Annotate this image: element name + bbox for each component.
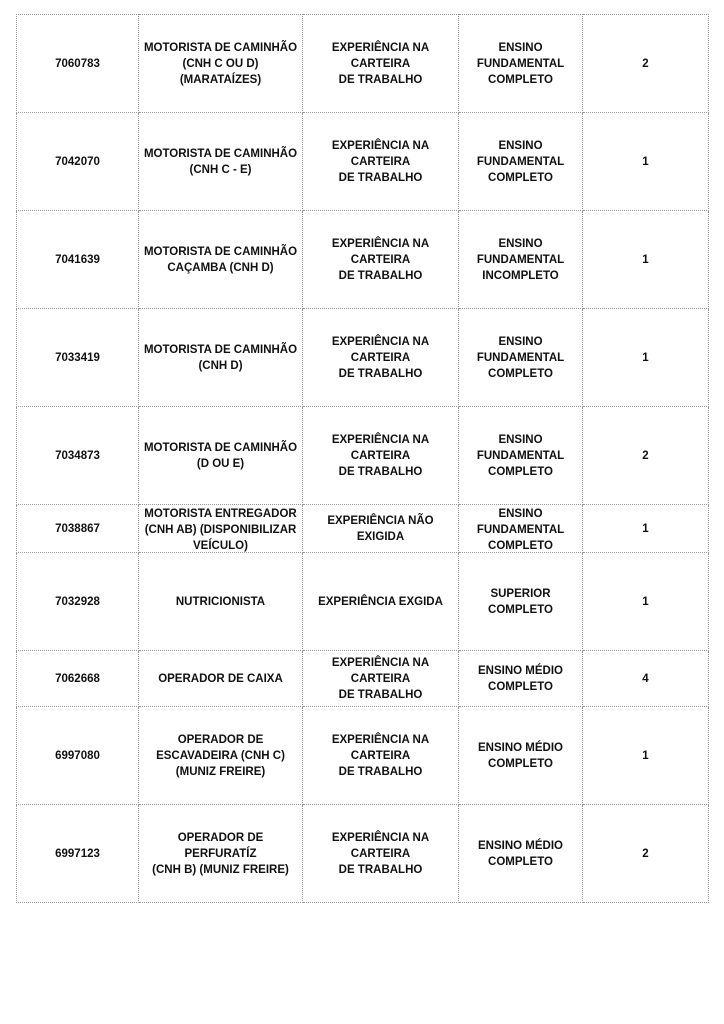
job-code: 7062668 xyxy=(17,651,139,707)
job-role: OPERADOR DE CAIXA xyxy=(139,651,303,707)
job-education: ENSINO FUNDAMENTAL COMPLETO xyxy=(459,15,583,113)
job-vacancies: 1 xyxy=(583,309,709,407)
job-experience: EXPERIÊNCIA NA CARTEIRA DE TRABALHO xyxy=(303,113,459,211)
job-experience: EXPERIÊNCIA NA CARTEIRA DE TRABALHO xyxy=(303,805,459,903)
job-vacancies: 2 xyxy=(583,805,709,903)
job-education: ENSINO FUNDAMENTAL COMPLETO xyxy=(476,507,565,552)
job-experience: EXPERIÊNCIA EXGIDA xyxy=(303,553,459,651)
job-experience: EXPERIÊNCIA NA CARTEIRA DE TRABALHO xyxy=(303,407,459,505)
table-row xyxy=(17,15,709,113)
job-code: 7038867 xyxy=(17,505,139,553)
job-role: MOTORISTA DE CAMINHÃO (CNH C OU D) (MARATAÍZES) xyxy=(139,15,303,113)
job-role-cell xyxy=(139,505,303,553)
job-education: ENSINO MÉDIO COMPLETO xyxy=(459,707,583,805)
table-row xyxy=(17,805,709,903)
job-code: 6997080 xyxy=(17,707,139,805)
table-row xyxy=(17,407,709,505)
job-experience: EXPERIÊNCIA NA CARTEIRA DE TRABALHO xyxy=(303,707,459,805)
job-experience: EXPERIÊNCIA NA CARTEIRA DE TRABALHO xyxy=(303,309,459,407)
job-vacancies: 1 xyxy=(583,707,709,805)
table-row xyxy=(17,553,709,651)
job-code: 7060783 xyxy=(17,15,139,113)
job-role: MOTORISTA DE CAMINHÃO (CNH D) xyxy=(139,309,303,407)
job-experience: EXPERIÊNCIA NA CARTEIRA DE TRABALHO xyxy=(303,651,459,707)
job-code: 7042070 xyxy=(17,113,139,211)
job-education: ENSINO FUNDAMENTAL COMPLETO xyxy=(459,309,583,407)
job-education: ENSINO FUNDAMENTAL COMPLETO xyxy=(459,113,583,211)
job-experience: EXPERIÊNCIA NA CARTEIRA DE TRABALHO xyxy=(303,15,459,113)
job-code: 7041639 xyxy=(17,211,139,309)
table-row xyxy=(17,651,709,707)
job-vacancies: 1 xyxy=(583,113,709,211)
table-row xyxy=(17,113,709,211)
job-education: ENSINO MÉDIO COMPLETO xyxy=(459,651,583,707)
job-experience: EXPERIÊNCIA NÃO EXIGIDA xyxy=(303,505,459,553)
job-vacancies: 4 xyxy=(583,651,709,707)
job-code: 7032928 xyxy=(17,553,139,651)
table-row xyxy=(17,707,709,805)
job-education: SUPERIOR COMPLETO xyxy=(459,553,583,651)
job-role: MOTORISTA DE CAMINHÃO (D OU E) xyxy=(139,407,303,505)
job-role: NUTRICIONISTA xyxy=(139,553,303,651)
job-role: MOTORISTA ENTREGADOR (CNH AB) (DISPONIBILIZAR VEÍCULO) xyxy=(144,507,297,552)
job-role: MOTORISTA DE CAMINHÃO (CNH C - E) xyxy=(139,113,303,211)
job-vacancies: 2 xyxy=(583,15,709,113)
job-vacancies: 1 xyxy=(583,553,709,651)
job-code: 7033419 xyxy=(17,309,139,407)
job-vacancies: 1 xyxy=(583,211,709,309)
job-vacancies: 1 xyxy=(583,505,709,553)
job-role: OPERADOR DE ESCAVADEIRA (CNH C) (MUNIZ FREIRE) xyxy=(139,707,303,805)
job-role: OPERADOR DE PERFURATÍZ (CNH B) (MUNIZ FREIRE) xyxy=(139,805,303,903)
table-row xyxy=(17,309,709,407)
job-education: ENSINO MÉDIO COMPLETO xyxy=(459,805,583,903)
job-code: 6997123 xyxy=(17,805,139,903)
job-code: 7034873 xyxy=(17,407,139,505)
table-row xyxy=(17,211,709,309)
table-row xyxy=(17,505,709,553)
job-vacancies-table xyxy=(16,14,709,903)
job-experience: EXPERIÊNCIA NA CARTEIRA DE TRABALHO xyxy=(303,211,459,309)
job-education: ENSINO FUNDAMENTAL COMPLETO xyxy=(459,407,583,505)
job-education-cell xyxy=(459,505,583,553)
job-education: ENSINO FUNDAMENTAL INCOMPLETO xyxy=(459,211,583,309)
job-role: MOTORISTA DE CAMINHÃO CAÇAMBA (CNH D) xyxy=(139,211,303,309)
job-vacancies: 2 xyxy=(583,407,709,505)
